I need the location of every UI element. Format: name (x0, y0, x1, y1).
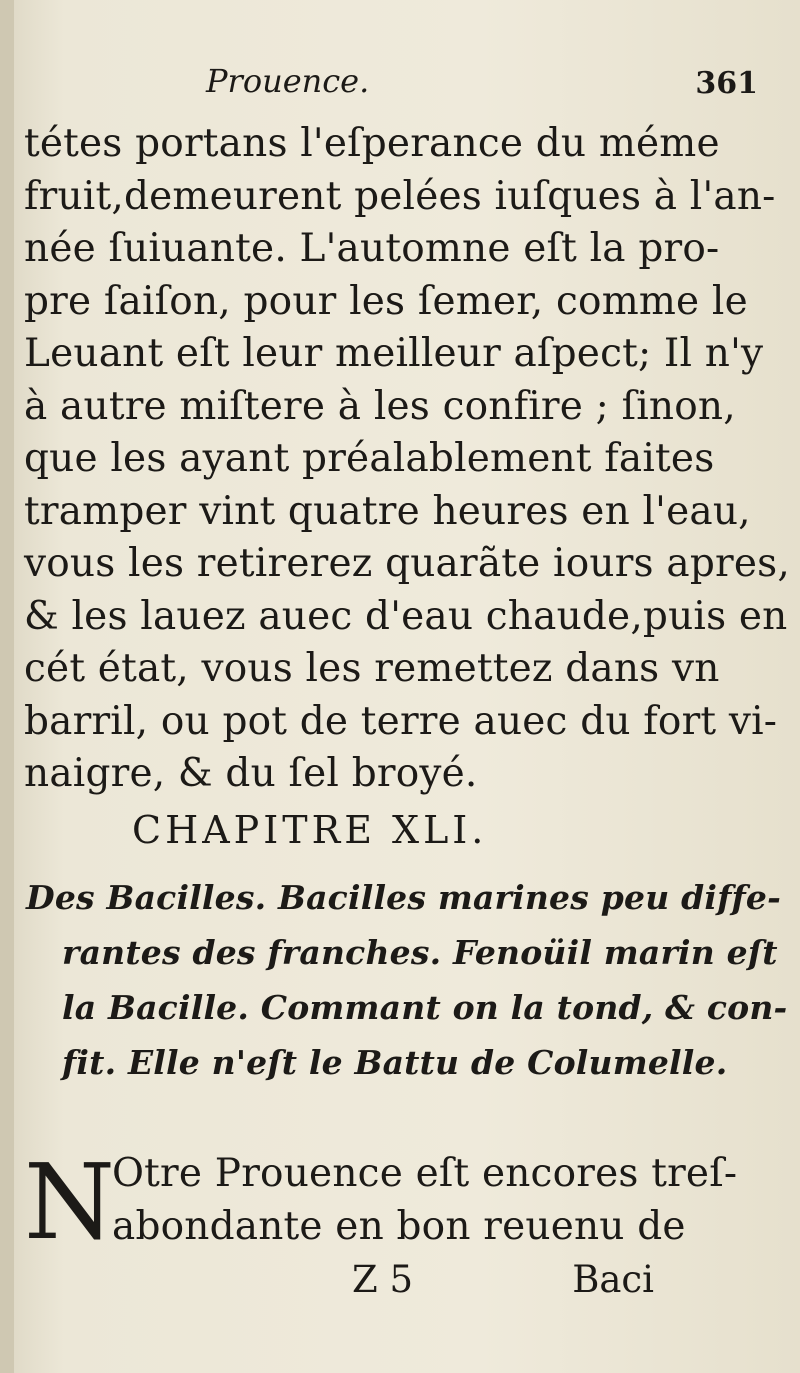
page-header (30, 62, 760, 112)
text-line: que les ayant préalablement faites (24, 436, 715, 481)
text-line: Leuant eſt leur meilleur aſpect; Il n'y (24, 331, 764, 376)
paragraph-1 (24, 118, 790, 801)
signature-mark: Z 5 (352, 1258, 414, 1301)
text-line: vous les retirerez quarãte iours apres, (24, 541, 790, 586)
drop-cap: N (24, 1141, 115, 1263)
text-line: à autre miſtere à les confire ; ſinon, (24, 383, 736, 429)
summary-line: la Bacille. Commant on la tond, & con- (62, 988, 788, 1027)
text-line: tramper vint quatre heures en l'eau, (24, 488, 751, 534)
catchword: Baci (572, 1258, 654, 1301)
page-gutter (0, 0, 14, 1373)
text-line: & les lauez auec d'eau chaude,puis en (24, 593, 788, 639)
page-number: 361 (695, 66, 758, 101)
summary-line: fit. Elle n'eſt le Battu de Columelle. (62, 1043, 728, 1082)
text-line: Otre Prouence eſt encores treſ- (112, 1151, 738, 1196)
text-line: barril, ou pot de terre auec du fort vi- (24, 698, 778, 744)
chapter-heading: CHAPITRE XLI. (132, 808, 488, 852)
summary-line: Des Bacilles. Bacilles marines peu diffe- (26, 878, 781, 917)
page-footer (24, 1258, 664, 1310)
text-line: tétes portans l'eſperance du méme (24, 121, 720, 166)
text-line: pre ſaiſon, pour les ſemer, comme le (24, 278, 748, 324)
text-line: née ſuiuante. L'automne eſt la pro- (24, 226, 720, 271)
paragraph-2 (24, 1141, 738, 1263)
summary-line: rantes des franches. Fenoüil marin eſt (62, 933, 778, 972)
text-line: cét état, vous les remettez dans vn (24, 646, 720, 691)
text-line: fruit,demeurent pelées iuſques à l'an- (24, 173, 776, 219)
text-line: naigre, & du ſel broyé. (24, 751, 478, 796)
chapter-summary (26, 870, 788, 1090)
running-head: Prouence. (206, 62, 370, 100)
text-line: abondante en bon reuenu de (112, 1203, 686, 1249)
